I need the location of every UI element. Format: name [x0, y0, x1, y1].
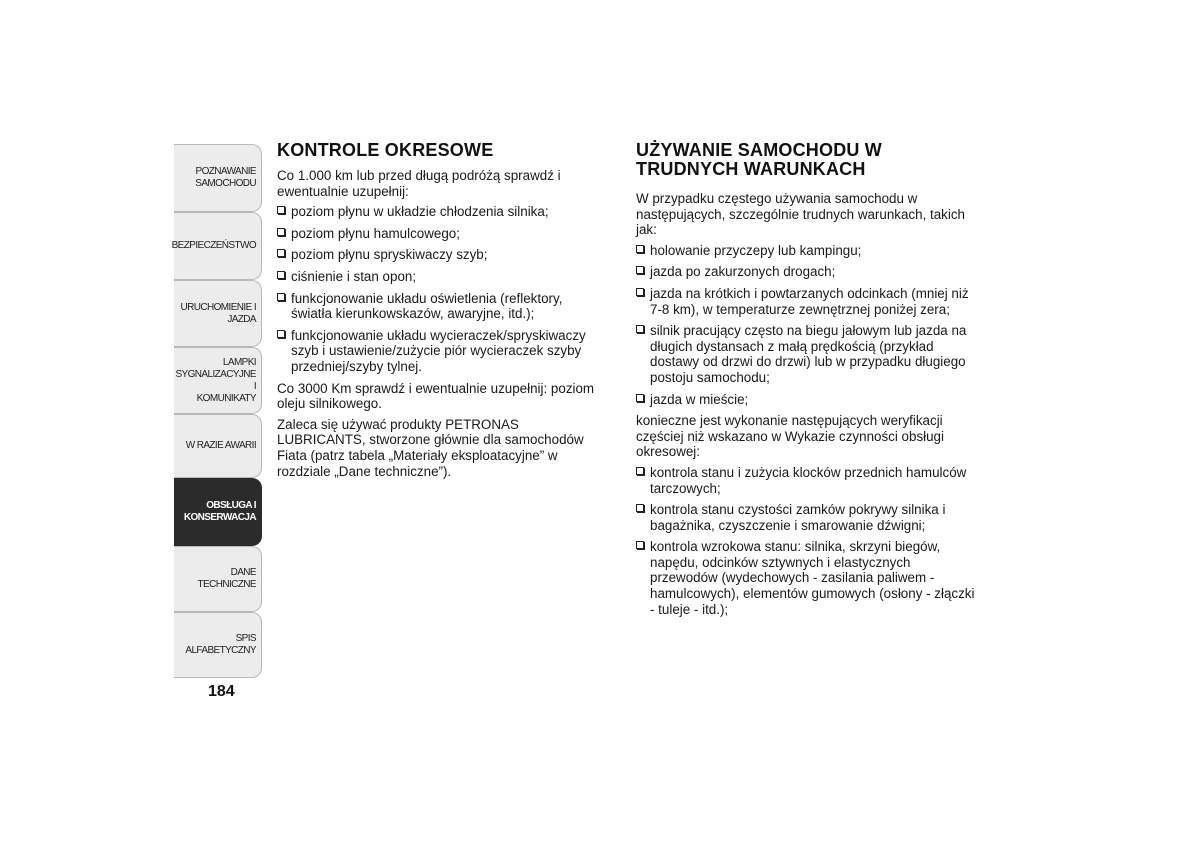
list-item: poziom płynu hamulcowego;	[277, 226, 607, 242]
tab-poznawanie-samochodu[interactable]	[174, 144, 262, 212]
tab-obsluga-i-konserwacja[interactable]	[174, 478, 262, 546]
verification-list	[636, 465, 976, 617]
conditions-list	[636, 243, 976, 407]
tab-lampki-sygnalizacyjne[interactable]	[174, 347, 262, 414]
tab-label: BEZPIECZEŃSTWO	[171, 240, 256, 251]
list-item: jazda w mieście;	[636, 392, 976, 408]
list-item: kontrola stanu czystości zamków pokrywy silnika i bagażnika, czyszczenie i smarowanie dźwigni;	[636, 502, 976, 533]
list-item: holowanie przyczepy lub kampingu;	[636, 243, 976, 259]
checkbox-bullet-icon	[636, 541, 644, 549]
section-trudne-warunki	[636, 141, 976, 623]
tab-label: URUCHOMIENIE I JAZDA	[180, 301, 256, 325]
checklist	[277, 204, 607, 374]
checkbox-bullet-icon	[636, 394, 644, 402]
list-item: funkcjonowanie układu wycieraczek/spryskiwaczy szyb i ustawienie/zużycie piór wycieraczek szyby przedniej/szyby tylnej.	[277, 328, 607, 375]
list-item: kontrola wzrokowa stanu: silnika, skrzyni biegów, napędu, odcinków sztywnych i elastycznych przewodów (wydechowych - zasilania paliwem - hamulcowych), elementów gumowych (osłony - złączki - tuleje - itd.);	[636, 539, 976, 617]
paragraph-oil: Co 3000 Km sprawdź i ewentualnie uzupełnij: poziom oleju silnikowego.	[277, 380, 595, 412]
checkbox-bullet-icon	[277, 330, 285, 338]
list-item: jazda na krótkich i powtarzanych odcinkach (mniej niż 7-8 km), w temperaturze zewnętrznej poniżej zera;	[636, 286, 976, 317]
checkbox-bullet-icon	[636, 288, 644, 296]
checkbox-bullet-icon	[636, 504, 644, 512]
checkbox-bullet-icon	[277, 249, 285, 257]
tab-uruchomienie-i-jazda[interactable]	[174, 280, 262, 347]
checkbox-bullet-icon	[277, 206, 285, 214]
tab-label: SPIS ALFABETYCZNY	[185, 633, 256, 656]
list-item: jazda po zakurzonych drogach;	[636, 264, 976, 280]
paragraph-lubricants: Zaleca się używać produkty PETRONAS LUBRICANTS, stworzone głównie dla samochodów Fiata (patrz tabela „Materiały eksploatacyjne” w rozdziale „Dane techniczne”).	[277, 416, 584, 479]
middle-paragraph: konieczne jest wykonanie następujących weryfikacji częściej niż wskazano w Wykazie czynności obsługi okresowej:	[636, 413, 944, 460]
tab-label: W RAZIE AWARII	[185, 440, 256, 451]
checkbox-bullet-icon	[636, 325, 644, 333]
section-title: UŻYWANIE SAMOCHODU W TRUDNYCH WARUNKACH	[636, 140, 882, 179]
tab-label: DANE TECHNICZNE	[197, 567, 256, 590]
checkbox-bullet-icon	[636, 266, 644, 274]
list-item: poziom płynu w układzie chłodzenia silnika;	[277, 204, 607, 220]
checkbox-bullet-icon	[636, 467, 644, 475]
page-number: 184	[208, 683, 235, 700]
list-item: poziom płynu spryskiwaczy szyb;	[277, 247, 607, 263]
tab-label: POZNAWANIE SAMOCHODU	[195, 166, 256, 189]
checkbox-bullet-icon	[277, 228, 285, 236]
section-kontrole-okresowe	[277, 141, 607, 484]
tab-bezpieczenstwo[interactable]	[171, 212, 262, 280]
intro-paragraph: W przypadku częstego używania samochodu w następujących, szczególnie trudnych warunkach, takich jak:	[636, 191, 965, 238]
intro-paragraph: Co 1.000 km lub przed długą podróżą sprawdź i ewentualnie uzupełnij:	[277, 168, 561, 199]
section-title: KONTROLE OKRESOWE	[277, 140, 494, 160]
list-item: silnik pracujący często na biegu jałowym lub jazda na długich dystansach z małą prędkością (przykład dostawy od drzwi do drzwi) lub w przypadku długiego postoju samochodu;	[636, 323, 976, 385]
checkbox-bullet-icon	[277, 293, 285, 301]
tab-dane-techniczne[interactable]	[174, 546, 262, 612]
list-item: funkcjonowanie układu oświetlenia (reflektory, światła kierunkowskazów, awaryjne, itd.);	[277, 291, 607, 322]
checkbox-bullet-icon	[636, 245, 644, 253]
tab-spis-alfabetyczny[interactable]	[174, 612, 262, 678]
checkbox-bullet-icon	[277, 271, 285, 279]
tab-label: OBSŁUGA I KONSERWACJA	[183, 500, 256, 523]
list-item: ciśnienie i stan opon;	[277, 269, 607, 285]
list-item: kontrola stanu i zużycia klocków przednich hamulców tarczowych;	[636, 465, 976, 496]
tab-w-razie-awarii[interactable]	[174, 414, 262, 478]
tab-label: LAMPKI SYGNALIZACYJNE I KOMUNIKATY	[175, 356, 256, 404]
